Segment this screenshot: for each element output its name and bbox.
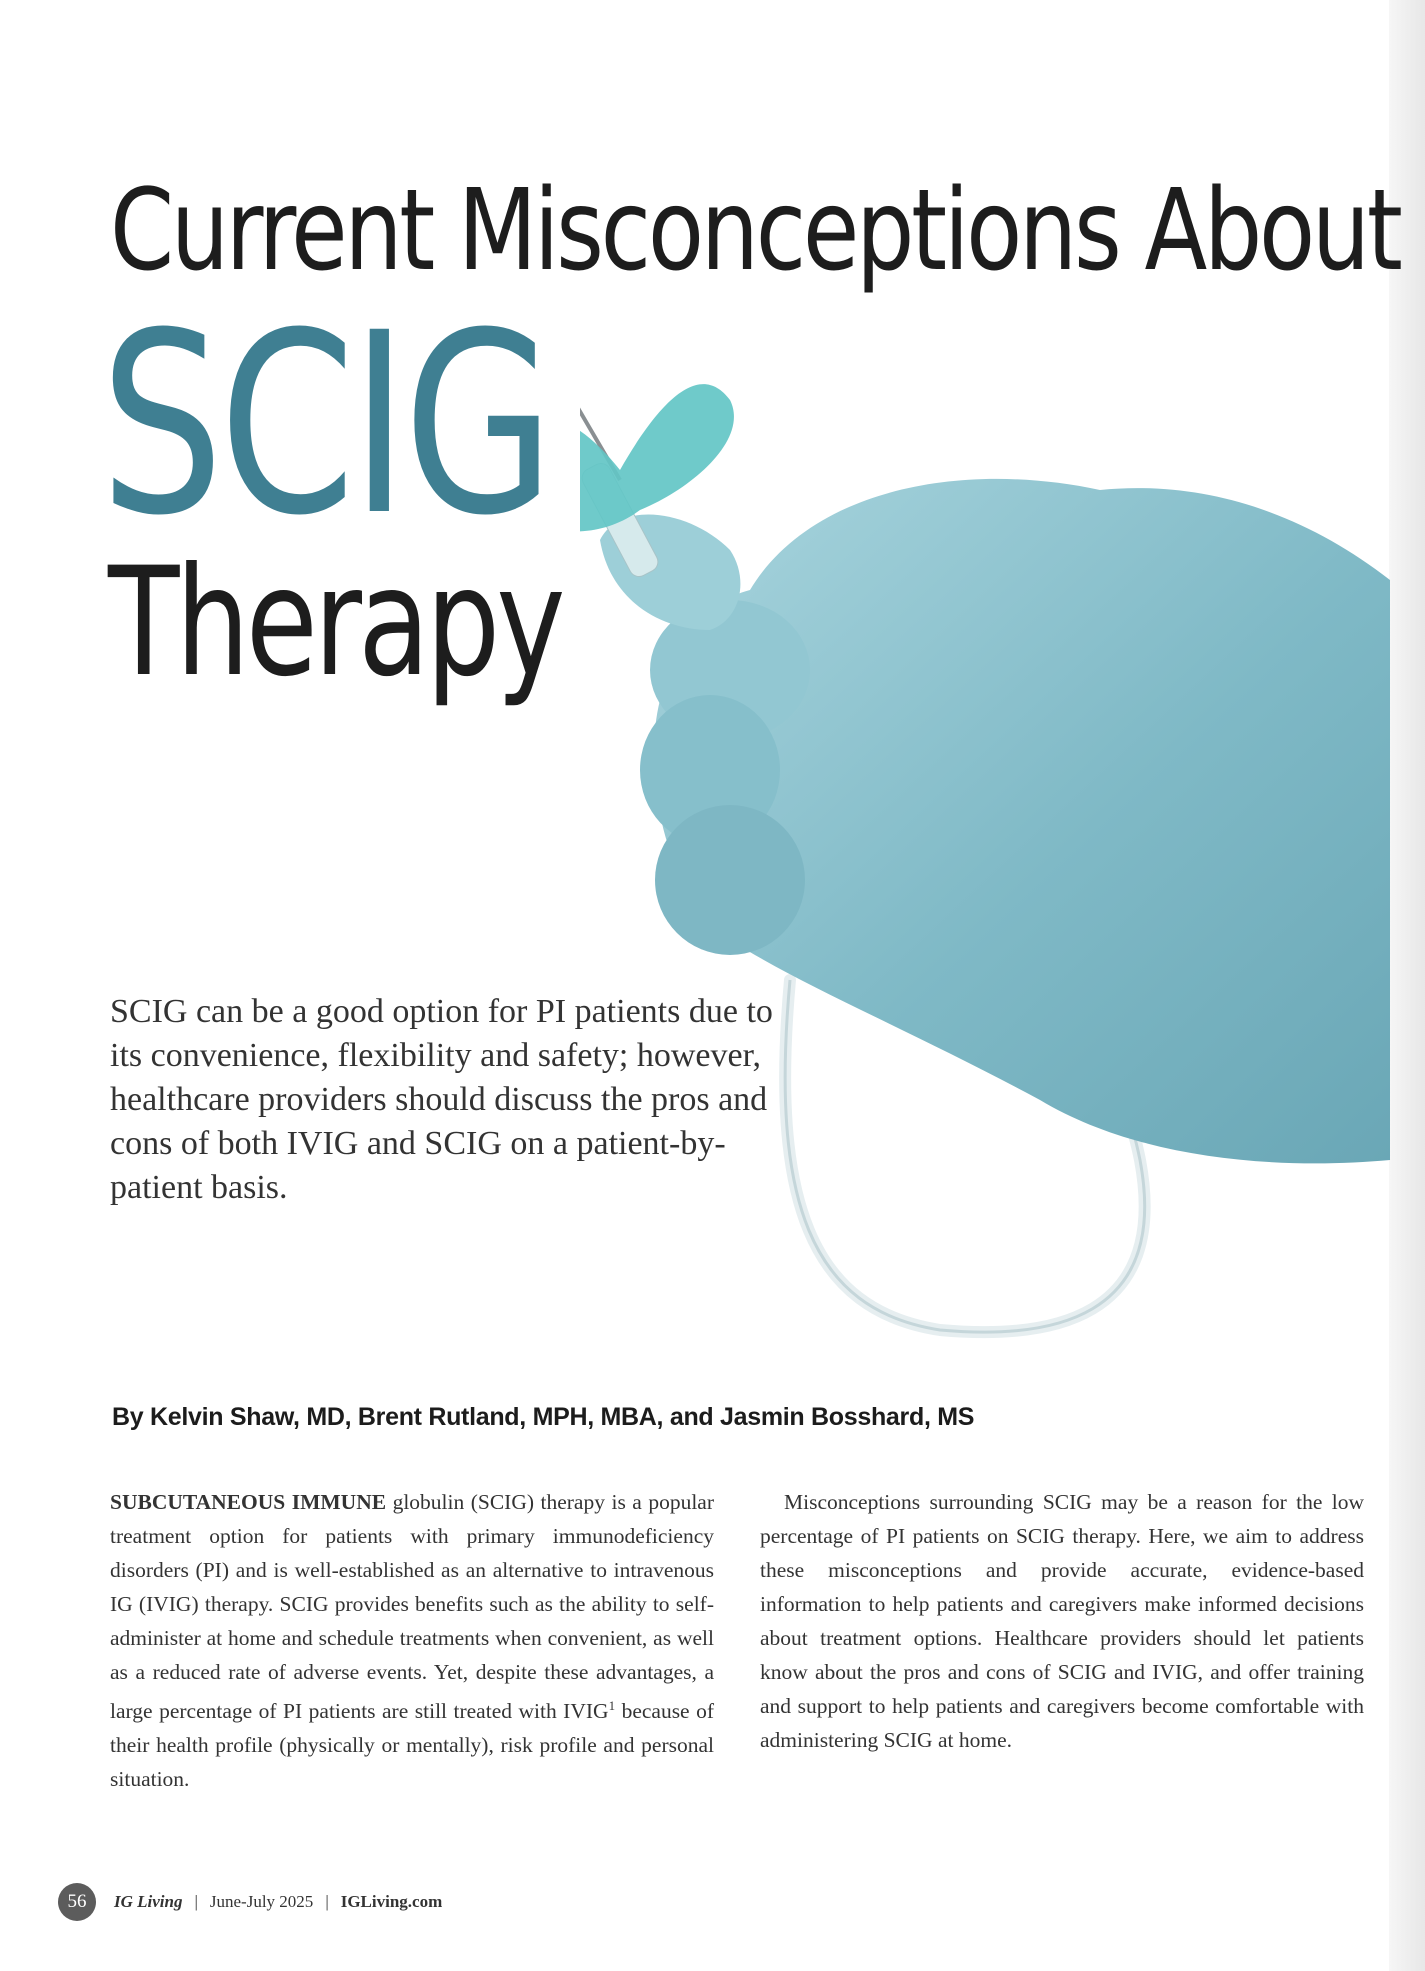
body-text-2: Misconceptions surrounding SCIG may be a reason for the low percentage of PI patients on SCIG therapy. Here, we aim to address these misconceptions and provide accurate, evidence-based information to help patients and caregivers make informed decisions about treatment options. Healthcare providers should let patients know about the pros and cons of SCIG and IVIG, and offer training and support to help patients and caregivers become comfortable with administering SCIG at home. — [760, 1490, 1364, 1752]
body-column-1 — [110, 1485, 714, 1796]
butterfly-wings — [580, 384, 734, 531]
body-column-2 — [760, 1485, 1364, 1757]
page-footer — [58, 1882, 442, 1922]
footer-separator: | — [194, 1892, 198, 1911]
issue-date: June-July 2025 — [209, 1892, 314, 1911]
footer-separator: | — [325, 1892, 329, 1911]
body-text-1: globulin (SCIG) therapy is a popular treatment option for patients with primary immunodeficiency disorders (PI) and is well-established as an alternative to intravenous IG (IVIG) therapy. SCIG provides benefits such as the ability to self-administer at home and schedule treatments when convenient, as well as a reduced rate of adverse events. Yet, despite these advantages, a large percentage of PI patients are still treated with IVIG — [110, 1490, 714, 1724]
drop-lead: SUBCUTANEOUS IMMUNE — [110, 1490, 387, 1514]
page-number-badge: 56 — [58, 1883, 96, 1921]
headline-line1: Current Misconceptions About — [110, 166, 1400, 296]
magazine-name: IG Living — [114, 1892, 183, 1911]
footnote-ref: 1 — [608, 1698, 616, 1713]
byline: By Kelvin Shaw, MD, Brent Rutland, MPH, MBA, and Jasmin Bosshard, MS — [112, 1403, 975, 1431]
headline-line3: Therapy — [108, 536, 562, 710]
body-text-1-tail: because of their health profile (physically or mentally), risk profile and personal situation. — [110, 1699, 714, 1792]
headline-emphasis: SCIG — [100, 279, 550, 570]
website-link[interactable]: IGLiving.com — [340, 1892, 443, 1911]
standfirst: SCIG can be a good option for PI patients due to its convenience, flexibility and safety; however, healthcare providers should discuss the pros and cons of both IVIG and SCIG on a patient-by-patient basis. — [110, 993, 773, 1206]
